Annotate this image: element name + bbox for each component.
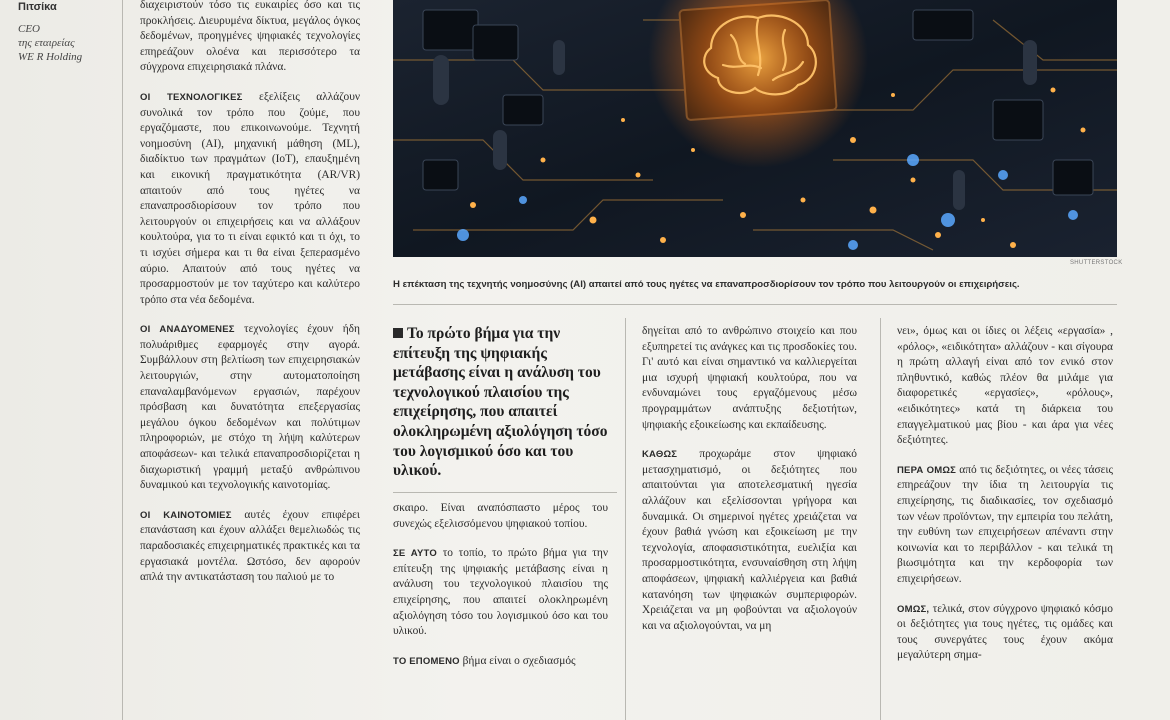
- column-divider: [122, 0, 123, 720]
- paragraph-lead-in: ΚΑΘΩΣ: [642, 449, 678, 461]
- article-paragraph: [393, 501, 608, 532]
- paragraph-lead-in: ΟΜΩΣ,: [897, 603, 930, 615]
- article-column-4: [897, 324, 1113, 678]
- author-box: [18, 0, 113, 64]
- article-paragraph: [897, 463, 1113, 588]
- article-paragraph: [140, 508, 360, 586]
- column-divider: [880, 318, 881, 720]
- pull-quote-text: Το πρώτο βήμα για την επίτευξη της ψηφιακής μετάβασης είναι η ανάλυση του τεχνολογικού πλαισίου της επιχείρησης, που απαιτεί ολοκληρωμένη αξιολόγηση τόσο του λογισμικού όσο και του υλικού.: [393, 325, 608, 480]
- paragraph-lead-in: ΤΟ ΕΠΟΜΕΝΟ: [393, 655, 460, 667]
- caption-divider: [393, 304, 1117, 305]
- paragraph-text: το τοπίο, το πρώτο βήμα για την επίτευξη της ψηφιακής μετάβασης είναι η ανάλυση του τεχνολογικού πλαισίου της επιχείρησης, που απαιτεί ολοκληρωμένη αξιολόγηση τόσο του λογισμικού όσο και του υλικού.: [393, 547, 608, 638]
- photo-caption: Η επέκταση της τεχνητής νοημοσύνης (AI) απαιτεί από τους ηγέτες να επαναπροσδιορίσουν τον τρόπο που λειτουργούν οι επιχειρήσεις.: [393, 279, 1020, 290]
- article-paragraph: [393, 654, 608, 670]
- author-role: [18, 22, 113, 64]
- circuit-brain-illustration: [393, 0, 1117, 257]
- column-divider: [625, 318, 626, 720]
- paragraph-text: τελικά, στον σύγχρονο ψηφιακό κόσμο οι δεξιότητες για τους ηγέτες, τις ομάδες και τους συνεργάτες τους έχουν ακόμα μεγαλύτερη σημα-: [897, 602, 1113, 662]
- author-role-line: WE R Holding: [18, 51, 83, 63]
- article-paragraph: [897, 602, 1113, 664]
- author-role-line: CEO: [18, 23, 40, 35]
- article-paragraph: [140, 90, 360, 308]
- paragraph-text: βήμα είναι ο σχεδιασμός: [459, 654, 576, 667]
- pullquote-divider: [393, 492, 617, 493]
- article-paragraph: [140, 322, 360, 494]
- article-paragraph: [393, 546, 608, 640]
- author-name: Πιτσίκα: [18, 1, 57, 13]
- pull-quote: [393, 324, 617, 481]
- paragraph-lead-in: ΟΙ ΚΑΙΝΟΤΟΜΙΕΣ: [140, 509, 232, 521]
- paragraph-lead-in: ΟΙ ΑΝΑΔΥΟΜΕΝΕΣ: [140, 324, 235, 336]
- square-bullet-icon: [393, 328, 403, 338]
- article-column-3: [642, 324, 857, 648]
- article-column-1: [140, 0, 360, 600]
- paragraph-text: δηγείται από το ανθρώπινο στοιχείο και που εξυπηρετεί τις ανάγκες και τις προσδοκίες του. Γι' αυτό και είναι σημαντικό να καλλιεργείται μια ισχυρή ψηφιακή κουλτούρα, που να ενδυναμώνει τους εργαζόμενους μέσω προγραμμάτων ανάπτυξης δεξιοτήτων, ψηφιακής εξοικείωσης και εκπαίδευσης.: [642, 325, 857, 431]
- author-role-line: της εταιρείας: [18, 37, 75, 49]
- paragraph-lead-in: ΠΕΡΑ ΟΜΩΣ: [897, 464, 957, 476]
- paragraph-text: προχωράμε στον ψηφιακό μετασχηματισμό, οι δεξιότητες που απαιτούνται για αποτελεσματική ηγεσία αλλάζουν και εξελίσσονται γρήγορα και δυναμικά. Οι σημερινοί ηγέτες χρειάζεται να έχουν βαθιά γνώση και εξοικείωση με την τεχνολογία, αποφασιστικότητα, ευελιξία και προσαρμοστικότητα, ενσυναίσθηση στη λήψη αποφάσεων, ψηφιακή καλλιέργεια και βαθιά κατανόηση των ψηφιακών συμπεριφορών. Χρειάζεται να μη φοβούνται να αξιολογούν και να αξιολογούνται, να μη: [642, 448, 857, 632]
- article-paragraph: [140, 0, 360, 76]
- paragraph-text: σκαιρο. Είναι αναπόσπαστο μέρος του συνεχώς εξελισσόμενου ψηφιακού τοπίου.: [393, 502, 608, 530]
- paragraph-lead-in: ΟΙ ΤΕΧΝΟΛΟΓΙΚΕΣ: [140, 91, 243, 103]
- article-photo: [393, 0, 1117, 257]
- paragraph-text: τεχνολογίες έχουν ήδη πολυάριθμες εφαρμογές στην αγορά. Συμβάλλουν στη βελτίωση των επιχειρησιακών λειτουργιών, στην αυτοματοποίηση επαναλαμβανόμενων εργασιών, παρέχουν πρόσβαση και δυνατότητα επεξεργασίας μεγάλου όγκου δεδομένων και πολύτιμων πληροφοριών, με στόχο τη λήψη καλύτερων αποφάσεων- και τελικά επαναπροσδιορίζεται η διαχωριστική γραμμή μεταξύ ανθρώπινου δυναμικού και τεχνολογικής καινοτομίας.: [140, 323, 360, 492]
- article-paragraph: [897, 324, 1113, 449]
- paragraph-text: νει», όμως και οι ίδιες οι λέξεις «εργασία» , «ρόλος», «ειδικότητα» αλλάζουν - και σίγουρα η πρώτη αλλαγή είναι από τον ενικό στον πληθυντικό, καθώς πλέον θα μιλάμε για διαφορετικές «εργασίες», «ρόλους», «ειδικότητες» κατά τη διάρκεια του επαγγελματικού μας βίου - και άρα για νέες δεξιότητες.: [897, 325, 1113, 447]
- photo-credit: SHUTTERSTOCK: [1070, 260, 1123, 266]
- paragraph-text: διαχειριστούν τόσο τις ευκαιρίες όσο και τις προκλήσεις. Διευρυμένα δίκτυα, μεγάλος όγκος δεδομένων, προηγμένες ψηφιακές τεχνολογίες επηρεάζουν ολοένα και περισσότερο τα σύγχρονα επιχειρησιακά πλάνα.: [140, 0, 360, 74]
- article-paragraph: [642, 324, 857, 433]
- paragraph-lead-in: ΣΕ ΑΥΤΟ: [393, 548, 437, 560]
- paragraph-text: από τις δεξιότητες, οι νέες τάσεις επηρεάζουν την ίδια τη λειτουργία τις επιχείρησης, τις διαδικασίες, τον σχεδιασμό των νέων προϊόντων, την εμπειρία του πελάτη, την ευθύνη των επιχειρήσεων απέναντι στην κοινωνία και το περιβάλλον - και τελικά τη βιωσιμότητα και την κερδοφορία των επιχειρήσεων.: [897, 463, 1114, 585]
- article-column-2: [393, 501, 608, 683]
- article-paragraph: [642, 447, 857, 634]
- paragraph-text: εξελίξεις αλλάζουν συνολικά τον τρόπο που ζούμε, που εργαζόμαστε, που επικοινωνούμε. Τεχνητή νοημοσύνη (AI), μηχανική μάθηση (ML), διαδίκτυο των πραγμάτων (IoT), επαυξημένη και εικονική πραγματικότητα (AR/VR) απαιτούν από τους ηγέτες να επαναπροσδιορίσουν τον τρόπο που λειτουργούν οι επιχειρήσεις και να αλλάξουν κουλτούρα, για το τι είναι εφικτό και τι όχι, το τι ισχύει σήμερα και τι θα είναι ξεπερασμένο αύριο. Απαιτούν από τους ηγέτες να προσαρμοστούν με τον ταχύτερο και καλύτερο τρόπο στα νέα δεδομένα.: [140, 90, 360, 306]
- paragraph-text: αυτές έχουν επιφέρει επανάσταση και έχουν αλλάξει θεμελιωδώς τις παραδοσιακές επιχειρηματικές πρακτικές και τα εργασιακά μοντέλα. Ωστόσο, δεν αφορούν απλά την αντικατάσταση του παλιού με το: [140, 508, 360, 584]
